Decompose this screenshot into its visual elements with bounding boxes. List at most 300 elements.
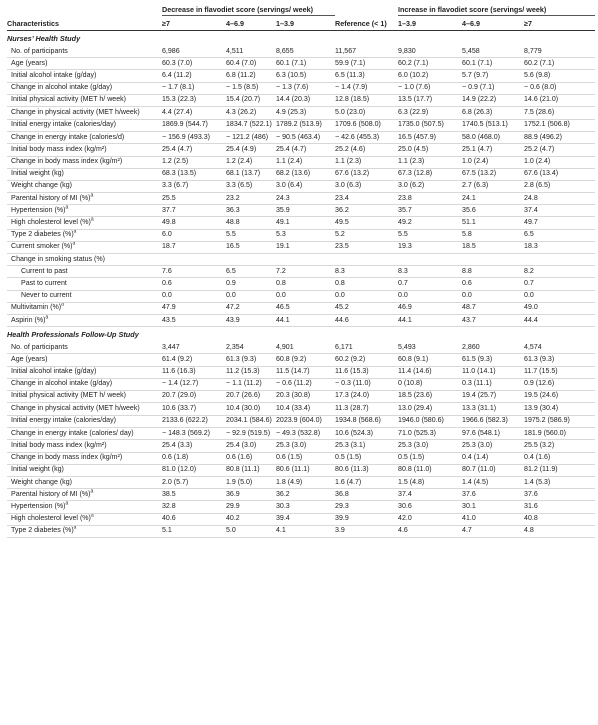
table-row <box>7 193 595 205</box>
table-cell: 60.1 (7.1) <box>462 58 524 70</box>
table-cell: 71.0 (525.3) <box>398 428 462 440</box>
table-cell: 4.7 <box>462 525 524 537</box>
footnote-marker: a <box>90 488 94 495</box>
decrease-group-header: Decrease in flavodiet score (servings/ week) <box>162 3 335 16</box>
table-cell: 1934.8 (568.6) <box>335 415 398 427</box>
table-cell: 60.8 (9.2) <box>276 354 335 366</box>
table-cell: 14.4 (20.3) <box>276 94 335 106</box>
column-header: 4–6.9 <box>462 16 524 31</box>
table-cell: − 0.3 (11.0) <box>335 378 398 390</box>
table-cell: 11.2 (15.3) <box>226 366 276 378</box>
row-label-text: Parental history of MI (%) <box>11 490 91 498</box>
table-cell: 60.2 (7.1) <box>398 58 462 70</box>
table-cell: − 0.6 (8.0) <box>524 82 595 94</box>
table-row <box>7 217 595 229</box>
table-row <box>7 156 595 168</box>
table-cell: 5.0 (23.0) <box>335 107 398 119</box>
table-row <box>7 302 595 314</box>
table-cell: 19.4 (25.7) <box>462 390 524 402</box>
table-cell: 7.2 <box>276 266 335 278</box>
row-label <box>7 82 162 94</box>
row-label-text: Age (years) <box>11 355 48 363</box>
table-cell: 17.3 (24.0) <box>335 390 398 402</box>
footnote-marker: a <box>90 216 94 223</box>
table-cell: 25.5 <box>162 193 226 205</box>
table-cell: 5,493 <box>398 342 462 354</box>
column-header: 4–6.9 <box>226 16 276 31</box>
table-cell: 11.3 (28.7) <box>335 403 398 415</box>
table-cell: 4,901 <box>276 342 335 354</box>
row-label <box>7 290 162 302</box>
table-cell: 4,511 <box>226 46 276 58</box>
row-label <box>7 205 162 217</box>
row-label <box>7 193 162 205</box>
row-label-text: Initial weight (kg) <box>11 170 64 178</box>
table-cell: 10.6 (524.3) <box>335 428 398 440</box>
table-cell: 36.8 <box>335 489 398 501</box>
table-cell: 4,574 <box>524 342 595 354</box>
table-cell: 37.7 <box>162 205 226 217</box>
table-cell: 0.6 (1.5) <box>276 452 335 464</box>
footnote-marker: a <box>72 241 76 248</box>
table-row <box>7 94 595 106</box>
table-cell: 1.1 (2.3) <box>335 156 398 168</box>
table-cell: 37.6 <box>462 489 524 501</box>
table-cell <box>276 254 335 266</box>
increase-group-header: Increase in flavodiet score (servings/ week) <box>398 3 595 16</box>
table-cell: 6,986 <box>162 46 226 58</box>
row-label <box>7 180 162 192</box>
row-label <box>7 354 162 366</box>
table-cell: 2023.9 (604.0) <box>276 415 335 427</box>
table-cell: 3,447 <box>162 342 226 354</box>
table-cell <box>162 254 226 266</box>
table-cell: 1789.2 (513.9) <box>276 119 335 131</box>
table-cell: 80.6 (11.1) <box>276 464 335 476</box>
table-row <box>7 119 595 131</box>
row-label-text: Weight change (kg) <box>11 478 72 486</box>
table-cell: 0.7 <box>524 278 595 290</box>
table-cell: 8.3 <box>398 266 462 278</box>
row-label-text: Change in physical activity (MET h/week) <box>11 108 140 116</box>
table-cell: 49.2 <box>398 217 462 229</box>
footnote-marker: a <box>65 204 69 211</box>
table-cell: − 90.5 (463.4) <box>276 131 335 143</box>
table-cell: 6.8 (11.2) <box>226 70 276 82</box>
table-cell: 47.2 <box>226 302 276 314</box>
table-cell: 44.1 <box>398 314 462 326</box>
table-cell: 4.4 (27.4) <box>162 107 226 119</box>
row-label-text: Initial physical activity (MET h/ week) <box>11 392 127 400</box>
table-cell: 0.4 (1.4) <box>462 452 524 464</box>
table-cell: 81.2 (11.9) <box>524 464 595 476</box>
row-label <box>7 156 162 168</box>
table-cell: − 121.2 (486) <box>226 131 276 143</box>
table-cell: 36.9 <box>226 489 276 501</box>
table-cell: 48.7 <box>462 302 524 314</box>
table-cell: 9,830 <box>398 46 462 58</box>
table-cell: 43.5 <box>162 314 226 326</box>
table-cell: − 1.1 (11.2) <box>226 378 276 390</box>
table-cell: 35.9 <box>276 205 335 217</box>
table-cell: 25.4 (4.7) <box>162 144 226 156</box>
table-cell: 37.4 <box>524 205 595 217</box>
table-row <box>7 266 595 278</box>
table-row <box>7 278 595 290</box>
row-label <box>7 314 162 326</box>
table-row <box>7 229 595 241</box>
blank-cell <box>335 3 398 16</box>
row-label-text: No. of participants <box>11 47 68 55</box>
table-cell: 2133.6 (622.2) <box>162 415 226 427</box>
table-cell: 60.2 (7.1) <box>524 58 595 70</box>
table-cell: 2.8 (6.5) <box>524 180 595 192</box>
table-cell: 1869.9 (544.7) <box>162 119 226 131</box>
table-row <box>7 254 595 266</box>
table-cell: 23.8 <box>398 193 462 205</box>
characteristics-header: Characteristics <box>7 16 162 31</box>
row-label <box>7 217 162 229</box>
table-cell: 4.8 <box>524 525 595 537</box>
table-cell: 25.0 (4.5) <box>398 144 462 156</box>
table-cell: 18.5 (23.6) <box>398 390 462 402</box>
table-row <box>7 501 595 513</box>
table-row <box>7 354 595 366</box>
row-label <box>7 440 162 452</box>
table-cell: 35.7 <box>398 205 462 217</box>
table-cell: 31.6 <box>524 501 595 513</box>
table-cell: 45.2 <box>335 302 398 314</box>
table-cell: 68.1 (13.7) <box>226 168 276 180</box>
table-cell: 8,779 <box>524 46 595 58</box>
table-cell: 61.3 (9.3) <box>524 354 595 366</box>
table-cell: 1.4 (4.5) <box>462 477 524 489</box>
table-row <box>7 477 595 489</box>
row-label <box>7 168 162 180</box>
table-cell: 2,860 <box>462 342 524 354</box>
row-label-text: No. of participants <box>11 343 68 351</box>
table-cell: 14.9 (22.2) <box>462 94 524 106</box>
table-cell: 0.6 (1.8) <box>162 452 226 464</box>
row-label-text: High cholesterol level (%) <box>11 515 91 523</box>
table-cell: 36.2 <box>335 205 398 217</box>
table-cell: 39.9 <box>335 513 398 525</box>
column-header: Reference (< 1) <box>335 16 398 31</box>
table-cell: 3.3 (6.5) <box>226 180 276 192</box>
table-row <box>7 428 595 440</box>
table-cell: − 1.3 (7.6) <box>276 82 335 94</box>
table-cell: 11.7 (15.5) <box>524 366 595 378</box>
table-cell: 8.3 <box>335 266 398 278</box>
table-cell: 41.0 <box>462 513 524 525</box>
table-row <box>7 290 595 302</box>
table-cell: 24.1 <box>462 193 524 205</box>
table-cell: 67.6 (13.2) <box>335 168 398 180</box>
table-cell: 10.4 (30.0) <box>226 403 276 415</box>
table-cell: 58.0 (468.0) <box>462 131 524 143</box>
table-cell: 11,567 <box>335 46 398 58</box>
table-cell: 0 (10.8) <box>398 378 462 390</box>
table-cell: 8,655 <box>276 46 335 58</box>
table-cell: 49.7 <box>524 217 595 229</box>
table-cell: 68.2 (13.6) <box>276 168 335 180</box>
row-label <box>7 428 162 440</box>
table-cell: 13.0 (29.4) <box>398 403 462 415</box>
table-cell: 29.3 <box>335 501 398 513</box>
row-label <box>7 378 162 390</box>
table-cell: 6.5 <box>524 229 595 241</box>
table-cell: − 92.9 (519.5) <box>226 428 276 440</box>
table-cell: 30.6 <box>398 501 462 513</box>
table-row <box>7 107 595 119</box>
table-cell: 7.6 <box>162 266 226 278</box>
table-cell: 36.3 <box>226 205 276 217</box>
table-cell: 35.6 <box>462 205 524 217</box>
table-cell: 0.9 (12.6) <box>524 378 595 390</box>
table-cell: 11.5 (14.7) <box>276 366 335 378</box>
row-label <box>7 525 162 537</box>
table-cell: 6.8 (26.3) <box>462 107 524 119</box>
row-label <box>7 119 162 131</box>
table-cell: 13.9 (30.4) <box>524 403 595 415</box>
column-header-row <box>7 16 595 31</box>
table-cell: 4.9 (25.3) <box>276 107 335 119</box>
row-label <box>7 452 162 464</box>
row-label-text: Initial alcohol intake (g/day) <box>11 71 97 79</box>
table-cell: 8.2 <box>524 266 595 278</box>
row-label <box>7 390 162 402</box>
table-cell: 1834.7 (522.1) <box>226 119 276 131</box>
footnote-marker: a <box>73 229 77 235</box>
column-header: 1–3.9 <box>398 16 462 31</box>
table-cell: 60.4 (7.0) <box>226 58 276 70</box>
row-label-text: Aspirin (%) <box>11 316 46 324</box>
table-cell: 24.3 <box>276 193 335 205</box>
table-row <box>7 342 595 354</box>
table-cell: 44.1 <box>276 314 335 326</box>
table-cell: 5.5 <box>226 229 276 241</box>
row-label <box>7 94 162 106</box>
table-cell: 5.5 <box>398 229 462 241</box>
footnote-marker: a <box>61 302 64 308</box>
table-cell: 48.8 <box>226 217 276 229</box>
row-label <box>7 513 162 525</box>
table-cell: 1.9 (5.0) <box>226 477 276 489</box>
row-label-text: High cholesterol level (%) <box>11 219 91 227</box>
table-cell: 51.1 <box>462 217 524 229</box>
table-cell: − 156.9 (493.3) <box>162 131 226 143</box>
table-row <box>7 70 595 82</box>
table-cell: 13.3 (31.1) <box>462 403 524 415</box>
column-header: ≥7 <box>524 16 595 31</box>
table-row <box>7 452 595 464</box>
row-label-text: Change in alcohol intake (g/day) <box>11 84 113 92</box>
table-cell: 25.4 (3.0) <box>226 440 276 452</box>
table-cell: 20.7 (29.0) <box>162 390 226 402</box>
table-cell: − 1.5 (8.5) <box>226 82 276 94</box>
group-header-row <box>7 3 595 16</box>
row-label-text: Change in body mass index (kg/m²) <box>11 158 123 166</box>
row-label-text: Multivitamin (%) <box>11 304 62 312</box>
row-label-text: Change in energy intake (calories/ day) <box>11 429 134 437</box>
table-cell: 40.2 <box>226 513 276 525</box>
table-cell: 37.6 <box>524 489 595 501</box>
table-cell: 1.6 (4.7) <box>335 477 398 489</box>
table-row <box>7 366 595 378</box>
table-cell: 16.5 (457.9) <box>398 131 462 143</box>
table-cell: 44.4 <box>524 314 595 326</box>
table-cell: 60.8 (9.1) <box>398 354 462 366</box>
table-cell <box>524 254 595 266</box>
row-label <box>7 70 162 82</box>
table-cell: 0.0 <box>162 290 226 302</box>
table-cell: 68.3 (13.5) <box>162 168 226 180</box>
row-label <box>7 266 162 278</box>
table-cell: 3.0 (6.2) <box>398 180 462 192</box>
row-label-text: Initial body mass index (kg/m²) <box>11 145 107 153</box>
table-row <box>7 390 595 402</box>
table-cell: 44.6 <box>335 314 398 326</box>
table-cell: 23.5 <box>335 241 398 253</box>
table-cell: 67.5 (13.2) <box>462 168 524 180</box>
table-cell: 1946.0 (580.6) <box>398 415 462 427</box>
footnote-marker: a <box>90 513 94 519</box>
table-cell: 1752.1 (506.8) <box>524 119 595 131</box>
table-cell: 25.3 (3.0) <box>462 440 524 452</box>
characteristics-table <box>7 3 595 538</box>
table-cell: 6.3 (22.9) <box>398 107 462 119</box>
table-cell: 0.0 <box>276 290 335 302</box>
table-cell: 25.4 (3.3) <box>162 440 226 452</box>
table-cell: 11.4 (14.6) <box>398 366 462 378</box>
row-label-text: Parental history of MI (%) <box>11 194 91 202</box>
table-cell: 10.4 (33.4) <box>276 403 335 415</box>
table-row <box>7 403 595 415</box>
table-cell: 5.8 <box>462 229 524 241</box>
table-row <box>7 378 595 390</box>
table-cell: 61.4 (9.2) <box>162 354 226 366</box>
table-row <box>7 131 595 143</box>
row-label-text: Initial energy intake (calories/day) <box>11 417 116 425</box>
row-label-text: Never to current <box>21 292 72 300</box>
table-row <box>7 440 595 452</box>
table-cell: 6.3 (10.5) <box>276 70 335 82</box>
table-cell: 40.8 <box>524 513 595 525</box>
table-cell: 80.6 (11.3) <box>335 464 398 476</box>
table-cell: 49.0 <box>524 302 595 314</box>
table-cell: 1.1 (2.4) <box>276 156 335 168</box>
row-label <box>7 302 162 314</box>
table-row <box>7 205 595 217</box>
table-cell: − 49.3 (532.8) <box>276 428 335 440</box>
table-cell: 60.3 (7.0) <box>162 58 226 70</box>
table-cell: 5.6 (9.8) <box>524 70 595 82</box>
row-label-text: Type 2 diabetes (%) <box>11 527 74 535</box>
row-label <box>7 403 162 415</box>
table-row <box>7 464 595 476</box>
column-header: ≥7 <box>162 16 226 31</box>
row-label-text: Change in physical activity (MET h/week) <box>11 404 140 412</box>
table-cell: 1.8 (4.9) <box>276 477 335 489</box>
table-row <box>7 525 595 537</box>
row-label-text: Initial alcohol intake (g/day) <box>11 368 97 376</box>
table-cell: 0.0 <box>398 290 462 302</box>
section-title: Health Professionals Follow-Up Study <box>7 330 139 340</box>
row-label <box>7 229 162 241</box>
table-cell: 25.3 (3.0) <box>398 440 462 452</box>
table-cell: 25.5 (3.2) <box>524 440 595 452</box>
table-cell: 42.0 <box>398 513 462 525</box>
table-cell: − 1.4 (7.9) <box>335 82 398 94</box>
row-label-text: Change in smoking status (%) <box>11 255 106 263</box>
section-title: Nurses’ Health Study <box>7 34 81 43</box>
table-cell: 36.2 <box>276 489 335 501</box>
table-cell: 67.3 (12.8) <box>398 168 462 180</box>
table-cell: 6.0 <box>162 229 226 241</box>
table-cell: 1740.5 (513.1) <box>462 119 524 131</box>
table-cell: 181.9 (560.0) <box>524 428 595 440</box>
table-cell: − 0.6 (11.2) <box>276 378 335 390</box>
row-label <box>7 415 162 427</box>
table-cell: 5.3 <box>276 229 335 241</box>
table-cell: 0.4 (1.6) <box>524 452 595 464</box>
table-cell: 47.9 <box>162 302 226 314</box>
row-label-text: Hypertension (%) <box>11 206 66 214</box>
table-cell: 25.4 (4.9) <box>226 144 276 156</box>
table-cell <box>462 254 524 266</box>
table-cell: 97.6 (548.1) <box>462 428 524 440</box>
table-cell: 12.8 (18.5) <box>335 94 398 106</box>
table-row <box>7 144 595 156</box>
table-cell: 1975.2 (586.9) <box>524 415 595 427</box>
table-cell: 2,354 <box>226 342 276 354</box>
table-cell: 6.5 <box>226 266 276 278</box>
table-cell: 25.1 (4.7) <box>462 144 524 156</box>
table-cell: 38.5 <box>162 489 226 501</box>
table-cell: − 148.3 (569.2) <box>162 428 226 440</box>
table-row <box>7 314 595 326</box>
row-label <box>7 366 162 378</box>
table-cell: 61.3 (9.3) <box>226 354 276 366</box>
table-cell: 49.5 <box>335 217 398 229</box>
table-cell: 0.9 <box>226 278 276 290</box>
table-cell: 8.8 <box>462 266 524 278</box>
table-cell: 5.2 <box>335 229 398 241</box>
row-label-text: Current to past <box>21 267 68 275</box>
table-cell: 2034.1 (584.6) <box>226 415 276 427</box>
table-cell: 32.8 <box>162 501 226 513</box>
table-cell: 1.1 (2.3) <box>398 156 462 168</box>
table-cell: 18.5 <box>462 241 524 253</box>
table-cell: − 42.6 (455.3) <box>335 131 398 143</box>
table-row <box>7 180 595 192</box>
row-label-text: Weight change (kg) <box>11 182 72 190</box>
table-cell: 11.0 (14.1) <box>462 366 524 378</box>
row-label-text: Initial energy intake (calories/day) <box>11 121 116 129</box>
blank-cell <box>7 3 162 16</box>
table-cell: 2.0 (5.7) <box>162 477 226 489</box>
table-cell: 23.4 <box>335 193 398 205</box>
table-row <box>7 58 595 70</box>
table-cell: 15.3 (22.3) <box>162 94 226 106</box>
section-row <box>7 327 595 343</box>
table-cell: 16.5 <box>226 241 276 253</box>
table-cell: 46.5 <box>276 302 335 314</box>
table-cell: 25.4 (4.7) <box>276 144 335 156</box>
table-cell: 11.6 (15.3) <box>335 366 398 378</box>
table-cell: 0.6 <box>162 278 226 290</box>
table-cell: 67.6 (13.4) <box>524 168 595 180</box>
